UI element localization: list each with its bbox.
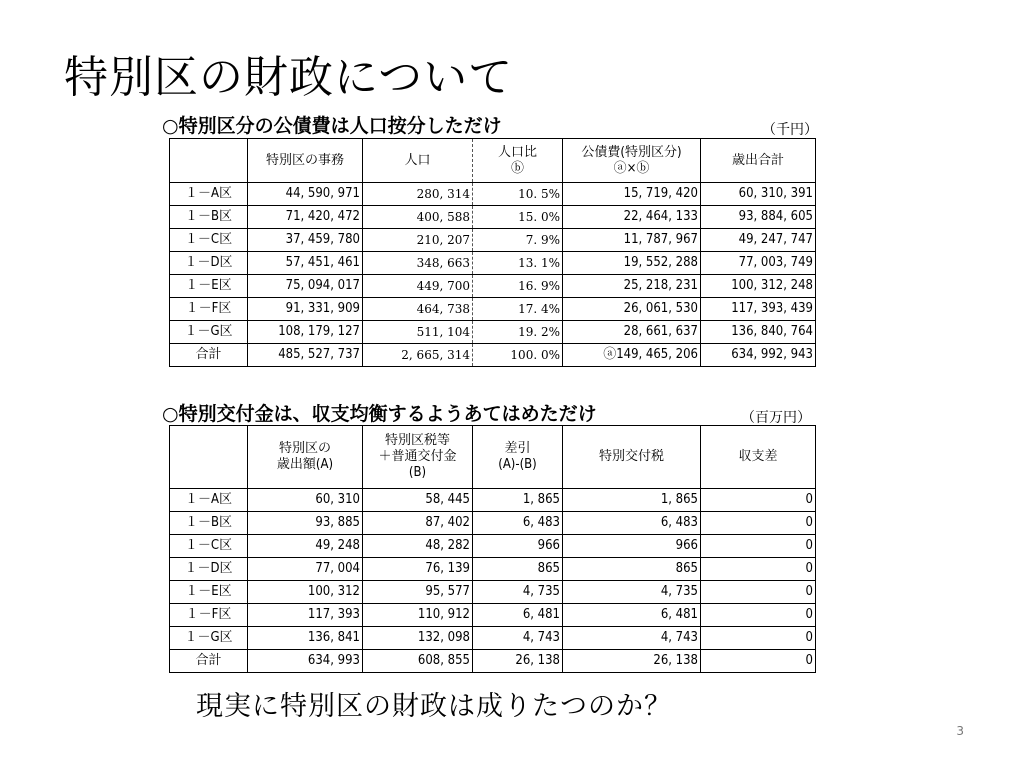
value-cell: 60, 310, 391 bbox=[701, 183, 816, 206]
value-cell: 16. 9% bbox=[473, 275, 563, 298]
table-row bbox=[170, 535, 816, 558]
value-cell: 132, 098 bbox=[363, 627, 473, 650]
table1-header-total-expenditure: 歳出合計 bbox=[701, 139, 816, 183]
value-cell: 0 bbox=[701, 535, 816, 558]
value-cell: 117, 393 bbox=[248, 604, 363, 627]
ward-name-cell: １－B区 bbox=[170, 206, 248, 229]
value-cell: 76, 139 bbox=[363, 558, 473, 581]
table2-header-ward-expenditure: 特別区の 歳出額(A) bbox=[248, 426, 363, 489]
value-cell: 634, 992, 943 bbox=[701, 344, 816, 367]
value-cell: 7. 9% bbox=[473, 229, 563, 252]
ward-name-cell: 合計 bbox=[170, 344, 248, 367]
value-cell: 110, 912 bbox=[363, 604, 473, 627]
value-cell: 17. 4% bbox=[473, 298, 563, 321]
value-cell: 48, 282 bbox=[363, 535, 473, 558]
table-row bbox=[170, 206, 816, 229]
table1-header-ward-affairs: 特別区の事務 bbox=[248, 139, 363, 183]
special-grant-table bbox=[169, 425, 816, 673]
value-cell: 6, 481 bbox=[473, 604, 563, 627]
value-cell: 348, 663 bbox=[363, 252, 473, 275]
table-row bbox=[170, 581, 816, 604]
ward-name-cell: １－B区 bbox=[170, 512, 248, 535]
table2-header-special-grant: 特別交付税 bbox=[563, 426, 701, 489]
value-cell: 49, 248 bbox=[248, 535, 363, 558]
value-cell: 4, 743 bbox=[563, 627, 701, 650]
value-cell: 13. 1% bbox=[473, 252, 563, 275]
value-cell: 100, 312 bbox=[248, 581, 363, 604]
value-cell: 100, 312, 248 bbox=[701, 275, 816, 298]
ward-name-cell: １－D区 bbox=[170, 252, 248, 275]
value-cell: 26, 061, 530 bbox=[563, 298, 701, 321]
table2-header-difference: 差引 (A)-(B) bbox=[473, 426, 563, 489]
value-cell: 77, 003, 749 bbox=[701, 252, 816, 275]
slide-title: 特別区の財政について bbox=[64, 52, 514, 103]
value-cell: 19, 552, 288 bbox=[563, 252, 701, 275]
table-row bbox=[170, 604, 816, 627]
closing-question: 現実に特別区の財政は成りたつのか？ bbox=[196, 691, 672, 722]
value-cell: 25, 218, 231 bbox=[563, 275, 701, 298]
value-cell: 22, 464, 133 bbox=[563, 206, 701, 229]
value-cell: 966 bbox=[473, 535, 563, 558]
value-cell: 71, 420, 472 bbox=[248, 206, 363, 229]
table-row bbox=[170, 183, 816, 206]
value-cell: 58, 445 bbox=[363, 489, 473, 512]
value-cell: ⓐ149, 465, 206 bbox=[563, 344, 701, 367]
value-cell: 6, 481 bbox=[563, 604, 701, 627]
ward-name-cell: １－A区 bbox=[170, 183, 248, 206]
table2-heading: ○特別交付金は、収支均衡するようあてはめただけ bbox=[162, 403, 597, 425]
value-cell: 1, 865 bbox=[473, 489, 563, 512]
value-cell: 117, 393, 439 bbox=[701, 298, 816, 321]
value-cell: 11, 787, 967 bbox=[563, 229, 701, 252]
table-row bbox=[170, 275, 816, 298]
value-cell: 91, 331, 909 bbox=[248, 298, 363, 321]
page-number: 3 bbox=[956, 724, 964, 738]
ward-name-cell: １－C区 bbox=[170, 229, 248, 252]
value-cell: 95, 577 bbox=[363, 581, 473, 604]
value-cell: 0 bbox=[701, 627, 816, 650]
table-row bbox=[170, 489, 816, 512]
value-cell: 634, 993 bbox=[248, 650, 363, 673]
value-cell: 0 bbox=[701, 650, 816, 673]
table-row bbox=[170, 298, 816, 321]
value-cell: 511, 104 bbox=[363, 321, 473, 344]
table-row bbox=[170, 344, 816, 367]
value-cell: 93, 885 bbox=[248, 512, 363, 535]
value-cell: 108, 179, 127 bbox=[248, 321, 363, 344]
value-cell: 485, 527, 737 bbox=[248, 344, 363, 367]
value-cell: 608, 855 bbox=[363, 650, 473, 673]
value-cell: 75, 094, 017 bbox=[248, 275, 363, 298]
table-row bbox=[170, 558, 816, 581]
value-cell: 87, 402 bbox=[363, 512, 473, 535]
table2-unit: （百万円） bbox=[741, 410, 811, 426]
ward-name-cell: １－F区 bbox=[170, 604, 248, 627]
value-cell: 28, 661, 637 bbox=[563, 321, 701, 344]
table1-header-public-debt: 公債費(特別区分) ⓐ×ⓑ bbox=[563, 139, 701, 183]
ward-name-cell: １－E区 bbox=[170, 275, 248, 298]
value-cell: 37, 459, 780 bbox=[248, 229, 363, 252]
ward-name-cell: １－C区 bbox=[170, 535, 248, 558]
value-cell: 0 bbox=[701, 604, 816, 627]
value-cell: 60, 310 bbox=[248, 489, 363, 512]
value-cell: 26, 138 bbox=[563, 650, 701, 673]
value-cell: 280, 314 bbox=[363, 183, 473, 206]
table-row bbox=[170, 627, 816, 650]
value-cell: 0 bbox=[701, 581, 816, 604]
value-cell: 49, 247, 747 bbox=[701, 229, 816, 252]
table1-header-population: 人口 bbox=[363, 139, 473, 183]
value-cell: 0 bbox=[701, 489, 816, 512]
value-cell: 865 bbox=[563, 558, 701, 581]
table1-heading: ○特別区分の公債費は人口按分しただけ bbox=[162, 115, 502, 137]
value-cell: 19. 2% bbox=[473, 321, 563, 344]
value-cell: 0 bbox=[701, 558, 816, 581]
value-cell: 44, 590, 971 bbox=[248, 183, 363, 206]
ward-name-cell: 合計 bbox=[170, 650, 248, 673]
value-cell: 4, 735 bbox=[563, 581, 701, 604]
value-cell: 4, 735 bbox=[473, 581, 563, 604]
table2-header-ward-tax-grant: 特別区税等 ＋普通交付金 (B) bbox=[363, 426, 473, 489]
value-cell: 1, 865 bbox=[563, 489, 701, 512]
table-row bbox=[170, 252, 816, 275]
value-cell: 449, 700 bbox=[363, 275, 473, 298]
value-cell: 136, 841 bbox=[248, 627, 363, 650]
value-cell: 15. 0% bbox=[473, 206, 563, 229]
value-cell: 136, 840, 764 bbox=[701, 321, 816, 344]
value-cell: 865 bbox=[473, 558, 563, 581]
value-cell: 26, 138 bbox=[473, 650, 563, 673]
value-cell: 6, 483 bbox=[563, 512, 701, 535]
value-cell: 77, 004 bbox=[248, 558, 363, 581]
value-cell: 2, 665, 314 bbox=[363, 344, 473, 367]
value-cell: 400, 588 bbox=[363, 206, 473, 229]
value-cell: 100. 0% bbox=[473, 344, 563, 367]
ward-name-cell: １－E区 bbox=[170, 581, 248, 604]
table2-header-blank bbox=[170, 426, 248, 489]
value-cell: 966 bbox=[563, 535, 701, 558]
value-cell: 6, 483 bbox=[473, 512, 563, 535]
value-cell: 4, 743 bbox=[473, 627, 563, 650]
ward-name-cell: １－D区 bbox=[170, 558, 248, 581]
value-cell: 15, 719, 420 bbox=[563, 183, 701, 206]
table-row bbox=[170, 229, 816, 252]
value-cell: 210, 207 bbox=[363, 229, 473, 252]
ward-name-cell: １－G区 bbox=[170, 627, 248, 650]
ward-name-cell: １－G区 bbox=[170, 321, 248, 344]
table-row bbox=[170, 321, 816, 344]
value-cell: 464, 738 bbox=[363, 298, 473, 321]
value-cell: 0 bbox=[701, 512, 816, 535]
table2-header-balance: 収支差 bbox=[701, 426, 816, 489]
table1-header-blank bbox=[170, 139, 248, 183]
value-cell: 57, 451, 461 bbox=[248, 252, 363, 275]
table1-header-population-ratio: 人口比 ⓑ bbox=[473, 139, 563, 183]
value-cell: 93, 884, 605 bbox=[701, 206, 816, 229]
table-row bbox=[170, 650, 816, 673]
table1-unit: （千円） bbox=[762, 122, 818, 138]
ward-name-cell: １－F区 bbox=[170, 298, 248, 321]
value-cell: 10. 5% bbox=[473, 183, 563, 206]
table-row bbox=[170, 512, 816, 535]
public-debt-table bbox=[169, 138, 816, 367]
ward-name-cell: １－A区 bbox=[170, 489, 248, 512]
